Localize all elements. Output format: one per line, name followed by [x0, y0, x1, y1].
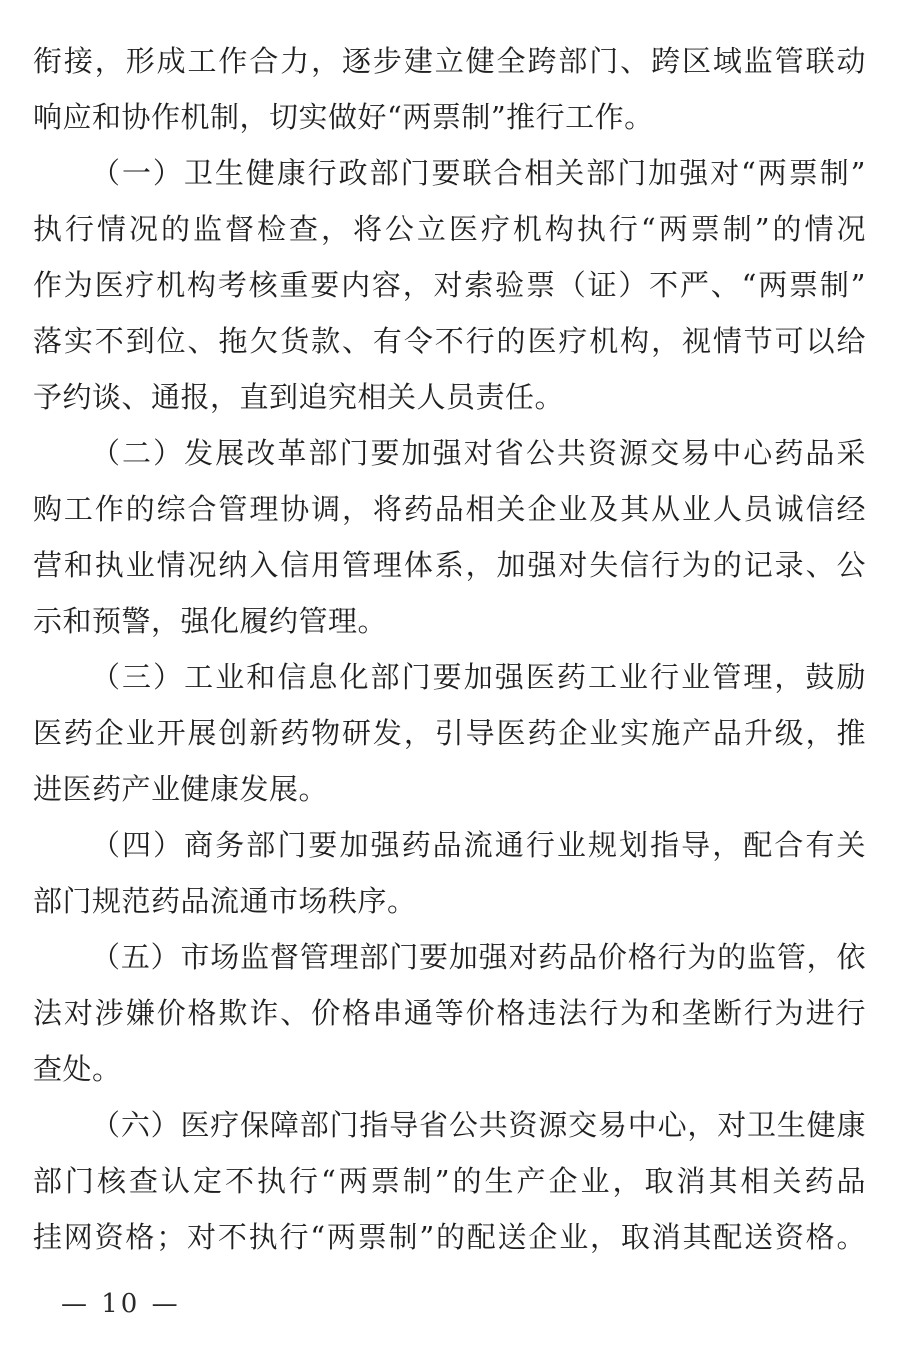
text-line: （二）发展改革部门要加强对省公共资源交易中心药品采 [91, 436, 866, 470]
text-line: 执行情况的监督检查，将公立医疗机构执行“两票制”的情况 [33, 212, 866, 246]
text-line: （四）商务部门要加强药品流通行业规划指导，配合有关 [91, 828, 866, 862]
text-line: 购工作的综合管理协调，将药品相关企业及其从业人员诚信经 [33, 492, 866, 526]
text-line: （一）卫生健康行政部门要联合相关部门加强对“两票制” [91, 156, 866, 190]
text-line: （三）工业和信息化部门要加强医药工业行业管理，鼓励 [91, 660, 866, 694]
text-line: 法对涉嫌价格欺诈、价格串通等价格违法行为和垄断行为进行 [33, 996, 866, 1030]
text-line: 部门核查认定不执行“两票制”的生产企业，取消其相关药品 [33, 1164, 866, 1198]
document-body [33, 33, 866, 1265]
text-line: 落实不到位、拖欠货款、有令不行的医疗机构，视情节可以给 [33, 324, 866, 358]
text-line: 医药企业开展创新药物研发，引导医药企业实施产品升级，推 [33, 716, 866, 750]
text-line: 衔接，形成工作合力，逐步建立健全跨部门、跨区域监管联动 [33, 44, 866, 78]
text-line: 营和执业情况纳入信用管理体系，加强对失信行为的记录、公 [33, 548, 866, 582]
text-line: 部门规范药品流通市场秩序。 [33, 884, 417, 918]
text-line: 响应和协作机制，切实做好“两票制”推行工作。 [33, 100, 654, 134]
text-line: 示和预警，强化履约管理。 [33, 604, 388, 638]
text-line: 作为医疗机构考核重要内容，对索验票（证）不严、“两票制” [33, 268, 866, 302]
text-line: 挂网资格；对不执行“两票制”的配送企业，取消其配送资格。 [33, 1220, 866, 1254]
text-line: （五）市场监督管理部门要加强对药品价格行为的监管，依 [91, 940, 866, 974]
text-line: 进医药产业健康发展。 [33, 772, 329, 806]
text-line: （六）医疗保障部门指导省公共资源交易中心，对卫生健康 [91, 1108, 866, 1142]
text-line: 予约谈、通报，直到追究相关人员责任。 [33, 380, 565, 414]
text-line: 查处。 [33, 1052, 122, 1086]
page-number: — 10 — [61, 1289, 181, 1319]
